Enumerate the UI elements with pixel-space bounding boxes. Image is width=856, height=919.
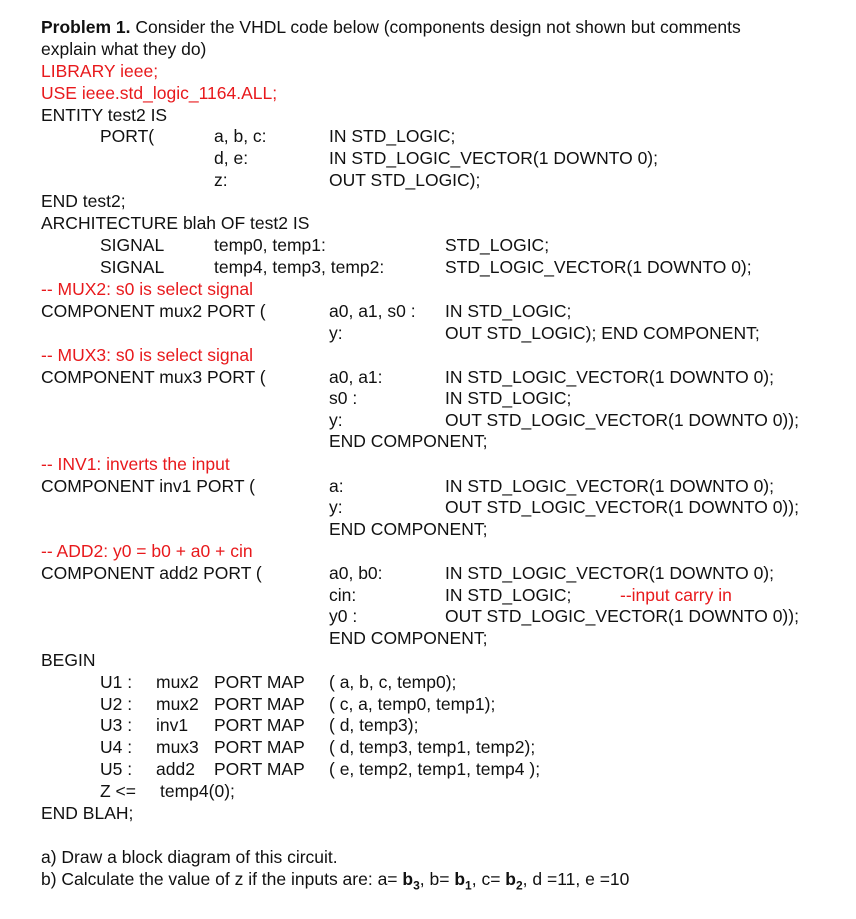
instance-label: U3 : bbox=[100, 715, 133, 735]
mux3-port-type: IN STD_LOGIC_VECTOR(1 DOWNTO 0); bbox=[445, 367, 774, 387]
mux3-port-type: IN STD_LOGIC; bbox=[445, 388, 572, 408]
mux3-port-names: y: bbox=[329, 410, 343, 430]
signal-names: temp4, temp3, temp2: bbox=[214, 257, 385, 277]
end-architecture-line: END BLAH; bbox=[41, 803, 134, 823]
port-names: a, b, c: bbox=[214, 126, 267, 146]
add2-port-names: cin: bbox=[329, 585, 357, 605]
add2-port-type: OUT STD_LOGIC_VECTOR(1 DOWNTO 0)); bbox=[445, 606, 799, 626]
signal-type: STD_LOGIC_VECTOR(1 DOWNTO 0); bbox=[445, 257, 752, 277]
port-type: IN STD_LOGIC; bbox=[329, 126, 456, 146]
entity-line: ENTITY test2 IS bbox=[41, 105, 168, 125]
signal-names: temp0, temp1: bbox=[214, 235, 326, 255]
mux2-port-type: OUT STD_LOGIC); END COMPONENT; bbox=[445, 323, 760, 343]
use-line: USE ieee.std_logic_1164.ALL; bbox=[41, 83, 278, 103]
instance-label: U4 : bbox=[100, 737, 133, 757]
port-type: IN STD_LOGIC_VECTOR(1 DOWNTO 0); bbox=[329, 148, 658, 168]
problem-heading: Problem 1. bbox=[41, 17, 131, 37]
mux2-comment: -- MUX2: s0 is select signal bbox=[41, 279, 254, 299]
mux2-port-type: IN STD_LOGIC; bbox=[445, 301, 572, 321]
add2-port-names: y0 : bbox=[329, 606, 358, 626]
inv1-comment: -- INV1: inverts the input bbox=[41, 454, 230, 474]
port-names: d, e: bbox=[214, 148, 249, 168]
inv1-end-component: END COMPONENT; bbox=[329, 519, 488, 539]
instance-args: ( e, temp2, temp1, temp4 ); bbox=[329, 759, 541, 779]
add2-declaration: COMPONENT add2 PORT ( bbox=[41, 563, 262, 583]
instance-component: mux3 bbox=[156, 737, 199, 757]
question-a: a) Draw a block diagram of this circuit. bbox=[41, 847, 338, 867]
mux3-comment: -- MUX3: s0 is select signal bbox=[41, 345, 254, 365]
add2-port-type: IN STD_LOGIC; bbox=[445, 585, 572, 605]
library-line: LIBRARY ieee; bbox=[41, 61, 159, 81]
mux3-declaration: COMPONENT mux3 PORT ( bbox=[41, 367, 266, 387]
signal-keyword: SIGNAL bbox=[100, 235, 165, 255]
instance-args: ( c, a, temp0, temp1); bbox=[329, 694, 496, 714]
problem-intro: Consider the VHDL code below (components design not shown but comments bbox=[130, 17, 741, 37]
instance-port-map: PORT MAP bbox=[214, 759, 305, 779]
add2-end-component: END COMPONENT; bbox=[329, 628, 488, 648]
add2-port-names: a0, b0: bbox=[329, 563, 383, 583]
instance-port-map: PORT MAP bbox=[214, 737, 305, 757]
input-a-value: $b_3$ bbox=[402, 869, 420, 893]
input-c-value: $b_2$ bbox=[505, 869, 523, 893]
instance-component: add2 bbox=[156, 759, 195, 779]
input-b-value: $b_1$ bbox=[454, 869, 472, 893]
assign-lhs: Z <= bbox=[100, 781, 136, 801]
question-b-prefix: b) Calculate the value of z if the inputs are: a= bbox=[41, 869, 403, 889]
inv1-port-names: a: bbox=[329, 476, 344, 496]
question-b: b) Calculate the value of z if the inputs are: $a= b_3$, $b= b_1$, $c= b_2$, d =11, e =10 bbox=[41, 869, 630, 893]
add2-comment: -- ADD2: y0 = b0 + a0 + cin bbox=[41, 541, 253, 561]
mux3-port-names: s0 : bbox=[329, 388, 358, 408]
assign-rhs: temp4(0); bbox=[160, 781, 235, 801]
instance-args: ( d, temp3, temp1, temp2); bbox=[329, 737, 536, 757]
port-names: z: bbox=[214, 170, 228, 190]
end-entity-line: END test2; bbox=[41, 191, 126, 211]
signal-keyword: SIGNAL bbox=[100, 257, 165, 277]
problem-heading-line bbox=[41, 17, 741, 37]
mux2-port-names: y: bbox=[329, 323, 343, 343]
mux3-port-type: OUT STD_LOGIC_VECTOR(1 DOWNTO 0)); bbox=[445, 410, 799, 430]
port-keyword: PORT( bbox=[100, 126, 155, 146]
instance-component: inv1 bbox=[156, 715, 189, 735]
mux2-declaration: COMPONENT mux2 PORT ( bbox=[41, 301, 266, 321]
instance-label: U5 : bbox=[100, 759, 133, 779]
begin-line: BEGIN bbox=[41, 650, 96, 670]
instance-label: U2 : bbox=[100, 694, 133, 714]
instance-component: mux2 bbox=[156, 672, 199, 692]
question-b-suffix: , d =11, e =10 bbox=[522, 869, 630, 889]
inv1-port-type: OUT STD_LOGIC_VECTOR(1 DOWNTO 0)); bbox=[445, 497, 799, 517]
instance-args: ( d, temp3); bbox=[329, 715, 419, 735]
port-type: OUT STD_LOGIC); bbox=[329, 170, 481, 190]
mux2-port-names: a0, a1, s0 : bbox=[329, 301, 416, 321]
instance-component: mux2 bbox=[156, 694, 199, 714]
add2-port-type: IN STD_LOGIC_VECTOR(1 DOWNTO 0); bbox=[445, 563, 774, 583]
inv1-port-names: y: bbox=[329, 497, 343, 517]
inv1-declaration: COMPONENT inv1 PORT ( bbox=[41, 476, 255, 496]
add2-carry-comment: --input carry in bbox=[620, 585, 732, 605]
mux3-port-names: a0, a1: bbox=[329, 367, 383, 387]
instance-label: U1 : bbox=[100, 672, 133, 692]
mux3-end-component: END COMPONENT; bbox=[329, 431, 488, 451]
instance-args: ( a, b, c, temp0); bbox=[329, 672, 457, 692]
inv1-port-type: IN STD_LOGIC_VECTOR(1 DOWNTO 0); bbox=[445, 476, 774, 496]
architecture-line: ARCHITECTURE blah OF test2 IS bbox=[41, 213, 310, 233]
instance-port-map: PORT MAP bbox=[214, 715, 305, 735]
problem-intro-cont: explain what they do) bbox=[41, 39, 207, 59]
signal-type: STD_LOGIC; bbox=[445, 235, 550, 255]
instance-port-map: PORT MAP bbox=[214, 672, 305, 692]
instance-port-map: PORT MAP bbox=[214, 694, 305, 714]
